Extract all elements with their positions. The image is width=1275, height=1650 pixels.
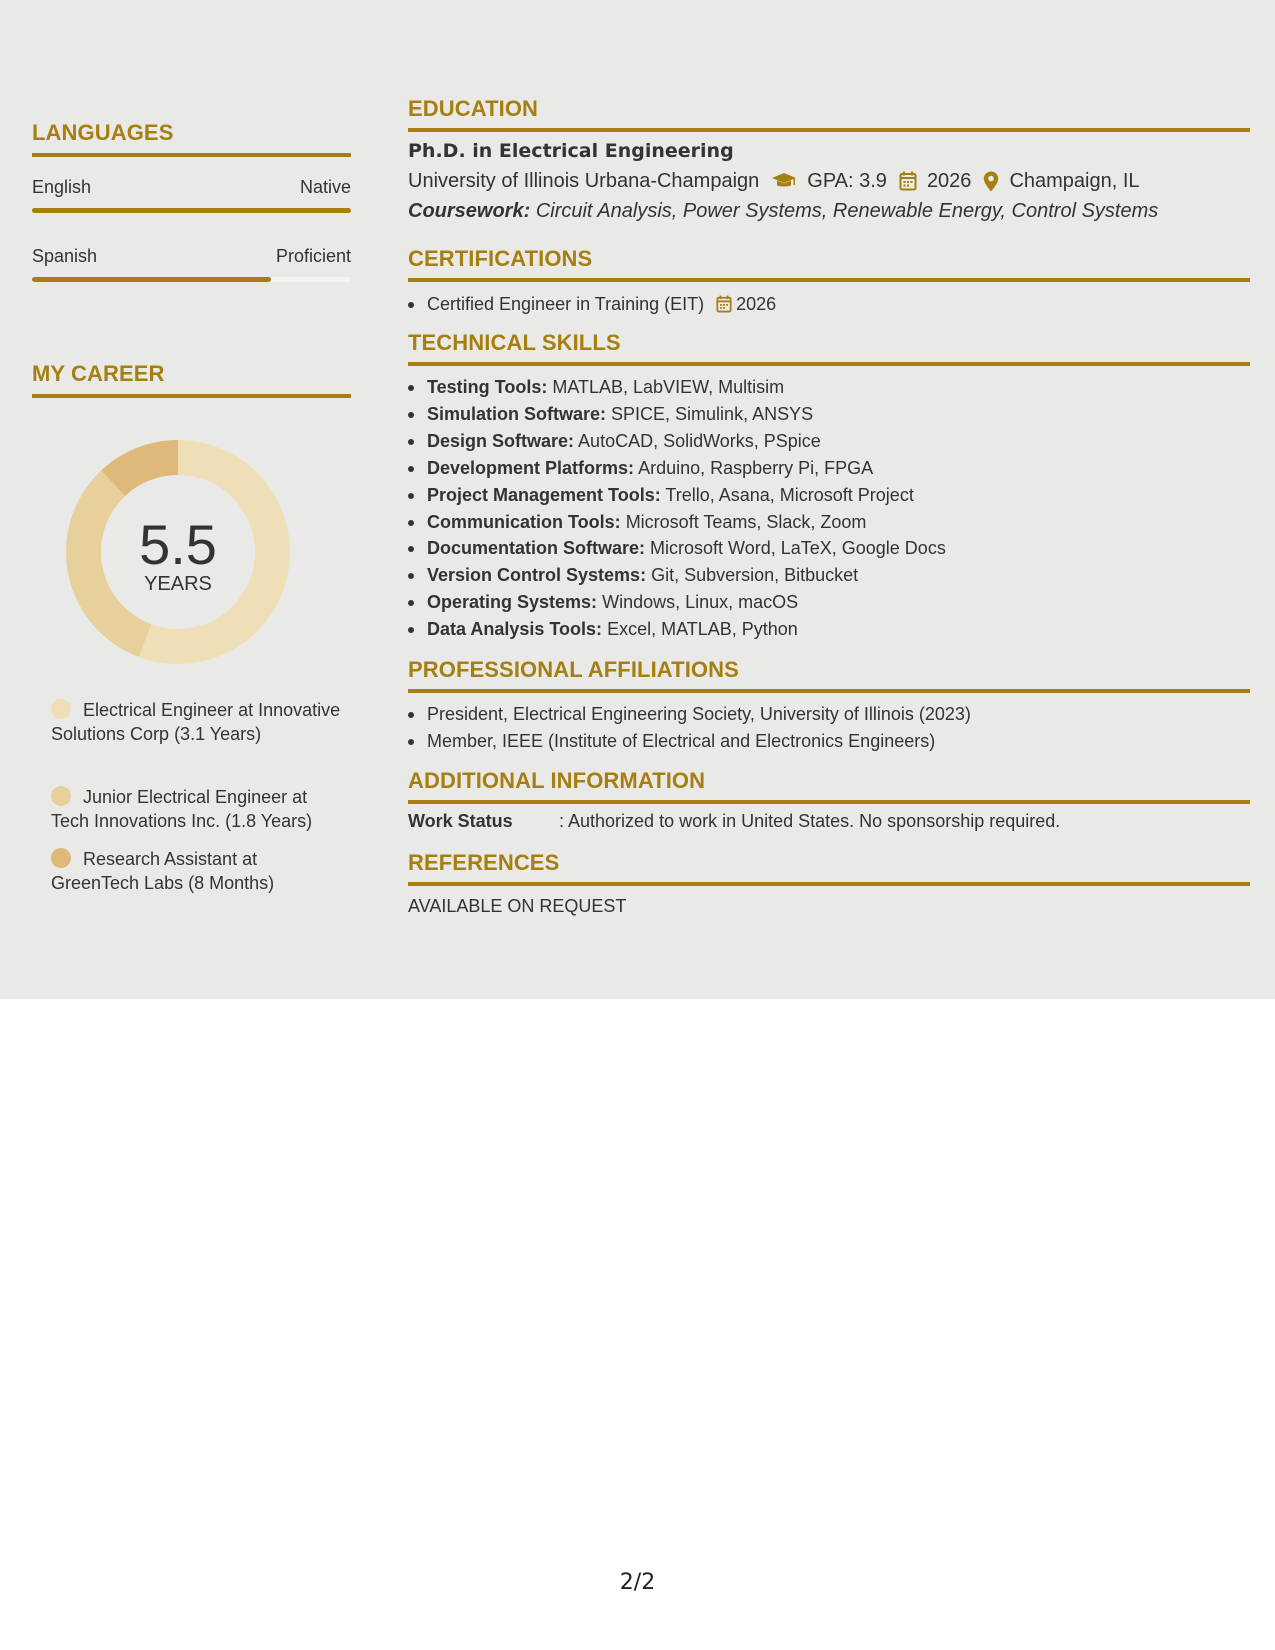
legend-label: Junior Electrical Engineer at Tech Innovations Inc. (1.8 Years)	[51, 787, 313, 831]
language-item	[32, 176, 351, 213]
skill-value: Git, Subversion, Bitbucket	[651, 565, 859, 586]
skill-label: Testing Tools:	[427, 377, 548, 397]
education-section	[408, 95, 1250, 224]
skill-value: Excel, MATLAB, Python	[607, 619, 798, 640]
language-item	[32, 245, 351, 282]
language-name: Spanish	[32, 246, 98, 266]
graduation-year: 2026	[926, 170, 972, 192]
legend-label: Research Assistant at GreenTech Labs (8 Months)	[51, 849, 275, 893]
skill-item	[408, 616, 1250, 643]
section-title-affiliations: PROFESSIONAL AFFILIATIONS	[408, 657, 739, 682]
skill-label: Data Analysis Tools:	[427, 619, 603, 640]
graduation-cap-icon	[771, 172, 797, 190]
skill-label: Simulation Software:	[427, 403, 607, 424]
skill-label: Version Control Systems:	[427, 565, 647, 586]
legend-label: Electrical Engineer at Innovative Solutions Corp (3.1 Years)	[51, 700, 341, 744]
skill-value: Trello, Asana, Microsoft Project	[665, 484, 914, 505]
coursework-list: Circuit Analysis, Power Systems, Renewable Energy, Control Systems	[535, 200, 1159, 222]
skill-value: SPICE, Simulink, ANSYS	[611, 403, 814, 424]
section-rule	[408, 882, 1250, 886]
language-proficiency-bar	[32, 277, 351, 282]
certification-year: 2026	[736, 294, 777, 314]
section-title-education: EDUCATION	[408, 96, 539, 121]
section-rule	[408, 278, 1250, 282]
skill-item	[408, 509, 1250, 536]
language-proficiency-bar	[32, 208, 351, 213]
career-legend-item	[51, 785, 341, 833]
work-status-label: Work Status	[408, 811, 513, 831]
section-title-career: MY CAREER	[32, 361, 165, 386]
section-title-additional: ADDITIONAL INFORMATION	[408, 768, 706, 793]
work-status-value: : Authorized to work in United States. No sponsorship required.	[559, 811, 1061, 831]
career-total-years: 5.5	[139, 513, 217, 576]
skill-value: Microsoft Word, LaTeX, Google Docs	[650, 538, 946, 559]
calendar-icon	[716, 295, 732, 313]
skill-label: Communication Tools:	[427, 511, 621, 532]
skill-value: AutoCAD, SolidWorks, PSpice	[578, 430, 821, 451]
legend-swatch	[51, 786, 71, 806]
work-status-row	[408, 809, 1250, 833]
degree-title: Ph.D. in Electrical Engineering	[408, 140, 734, 162]
legend-swatch	[51, 699, 71, 719]
section-title-references: REFERENCES	[408, 850, 560, 875]
skill-label: Project Management Tools:	[427, 484, 661, 505]
career-donut-chart	[66, 440, 290, 664]
school-name: University of Illinois Urbana-Champaign	[408, 170, 760, 192]
skill-item	[408, 428, 1250, 455]
skill-item	[408, 589, 1250, 616]
skill-value: MATLAB, LabVIEW, Multisim	[552, 377, 785, 397]
career-legend-item	[51, 698, 341, 746]
references-text: AVAILABLE ON REQUEST	[408, 896, 627, 916]
career-section	[32, 360, 351, 398]
section-title-certifications: CERTIFICATIONS	[408, 246, 593, 271]
section-title-skills: TECHNICAL SKILLS	[408, 330, 621, 355]
technical-skills-section	[408, 329, 1250, 643]
skills-list	[408, 374, 1250, 643]
language-level: Proficient	[275, 246, 351, 266]
section-rule	[408, 128, 1250, 132]
certifications-section	[408, 245, 1250, 318]
career-total-unit: YEARS	[144, 573, 212, 595]
skill-item	[408, 482, 1250, 509]
coursework	[408, 198, 1250, 224]
page-number: 2/2	[619, 1570, 656, 1595]
certification-name: Certified Engineer in Training (EIT)	[427, 294, 705, 314]
skill-label: Documentation Software:	[427, 538, 646, 559]
coursework-label: Coursework:	[408, 200, 531, 222]
skill-item	[408, 562, 1250, 589]
section-rule	[408, 800, 1250, 804]
language-level: Native	[299, 177, 351, 197]
map-pin-icon	[983, 171, 999, 192]
section-title-languages: LANGUAGES	[32, 120, 174, 145]
affiliation-item: Member, IEEE (Institute of Electrical and Electronics Engineers)	[408, 728, 1250, 755]
section-rule	[408, 362, 1250, 366]
language-proficiency-fill	[32, 208, 351, 213]
section-rule	[408, 689, 1250, 693]
skill-item	[408, 535, 1250, 562]
language-name: English	[32, 177, 92, 197]
skill-item	[408, 374, 1250, 401]
skill-item	[408, 455, 1250, 482]
skill-label: Development Platforms:	[427, 457, 635, 478]
education-details	[408, 168, 1250, 194]
school-location: Champaign, IL	[1009, 170, 1140, 192]
skill-value: Arduino, Raspberry Pi, FPGA	[638, 457, 874, 478]
certification-item	[408, 291, 1250, 318]
skill-label: Design Software:	[427, 430, 575, 451]
skill-label: Operating Systems:	[427, 592, 598, 613]
section-rule	[32, 394, 351, 398]
affiliation-item: President, Electrical Engineering Society, University of Illinois (2023)	[408, 701, 1250, 728]
calendar-icon	[899, 171, 917, 191]
section-rule	[32, 153, 351, 157]
affiliations-list	[408, 701, 1250, 755]
skill-value: Windows, Linux, macOS	[602, 592, 799, 613]
affiliations-section	[408, 656, 1250, 755]
additional-info-section	[408, 767, 1250, 833]
skill-item	[408, 401, 1250, 428]
language-proficiency-fill	[32, 277, 271, 282]
references-section	[408, 849, 1250, 918]
career-legend-item	[51, 847, 341, 895]
legend-swatch	[51, 848, 71, 868]
languages-section	[32, 119, 351, 157]
skill-value: Microsoft Teams, Slack, Zoom	[625, 511, 867, 532]
gpa: GPA: 3.9	[807, 170, 887, 192]
